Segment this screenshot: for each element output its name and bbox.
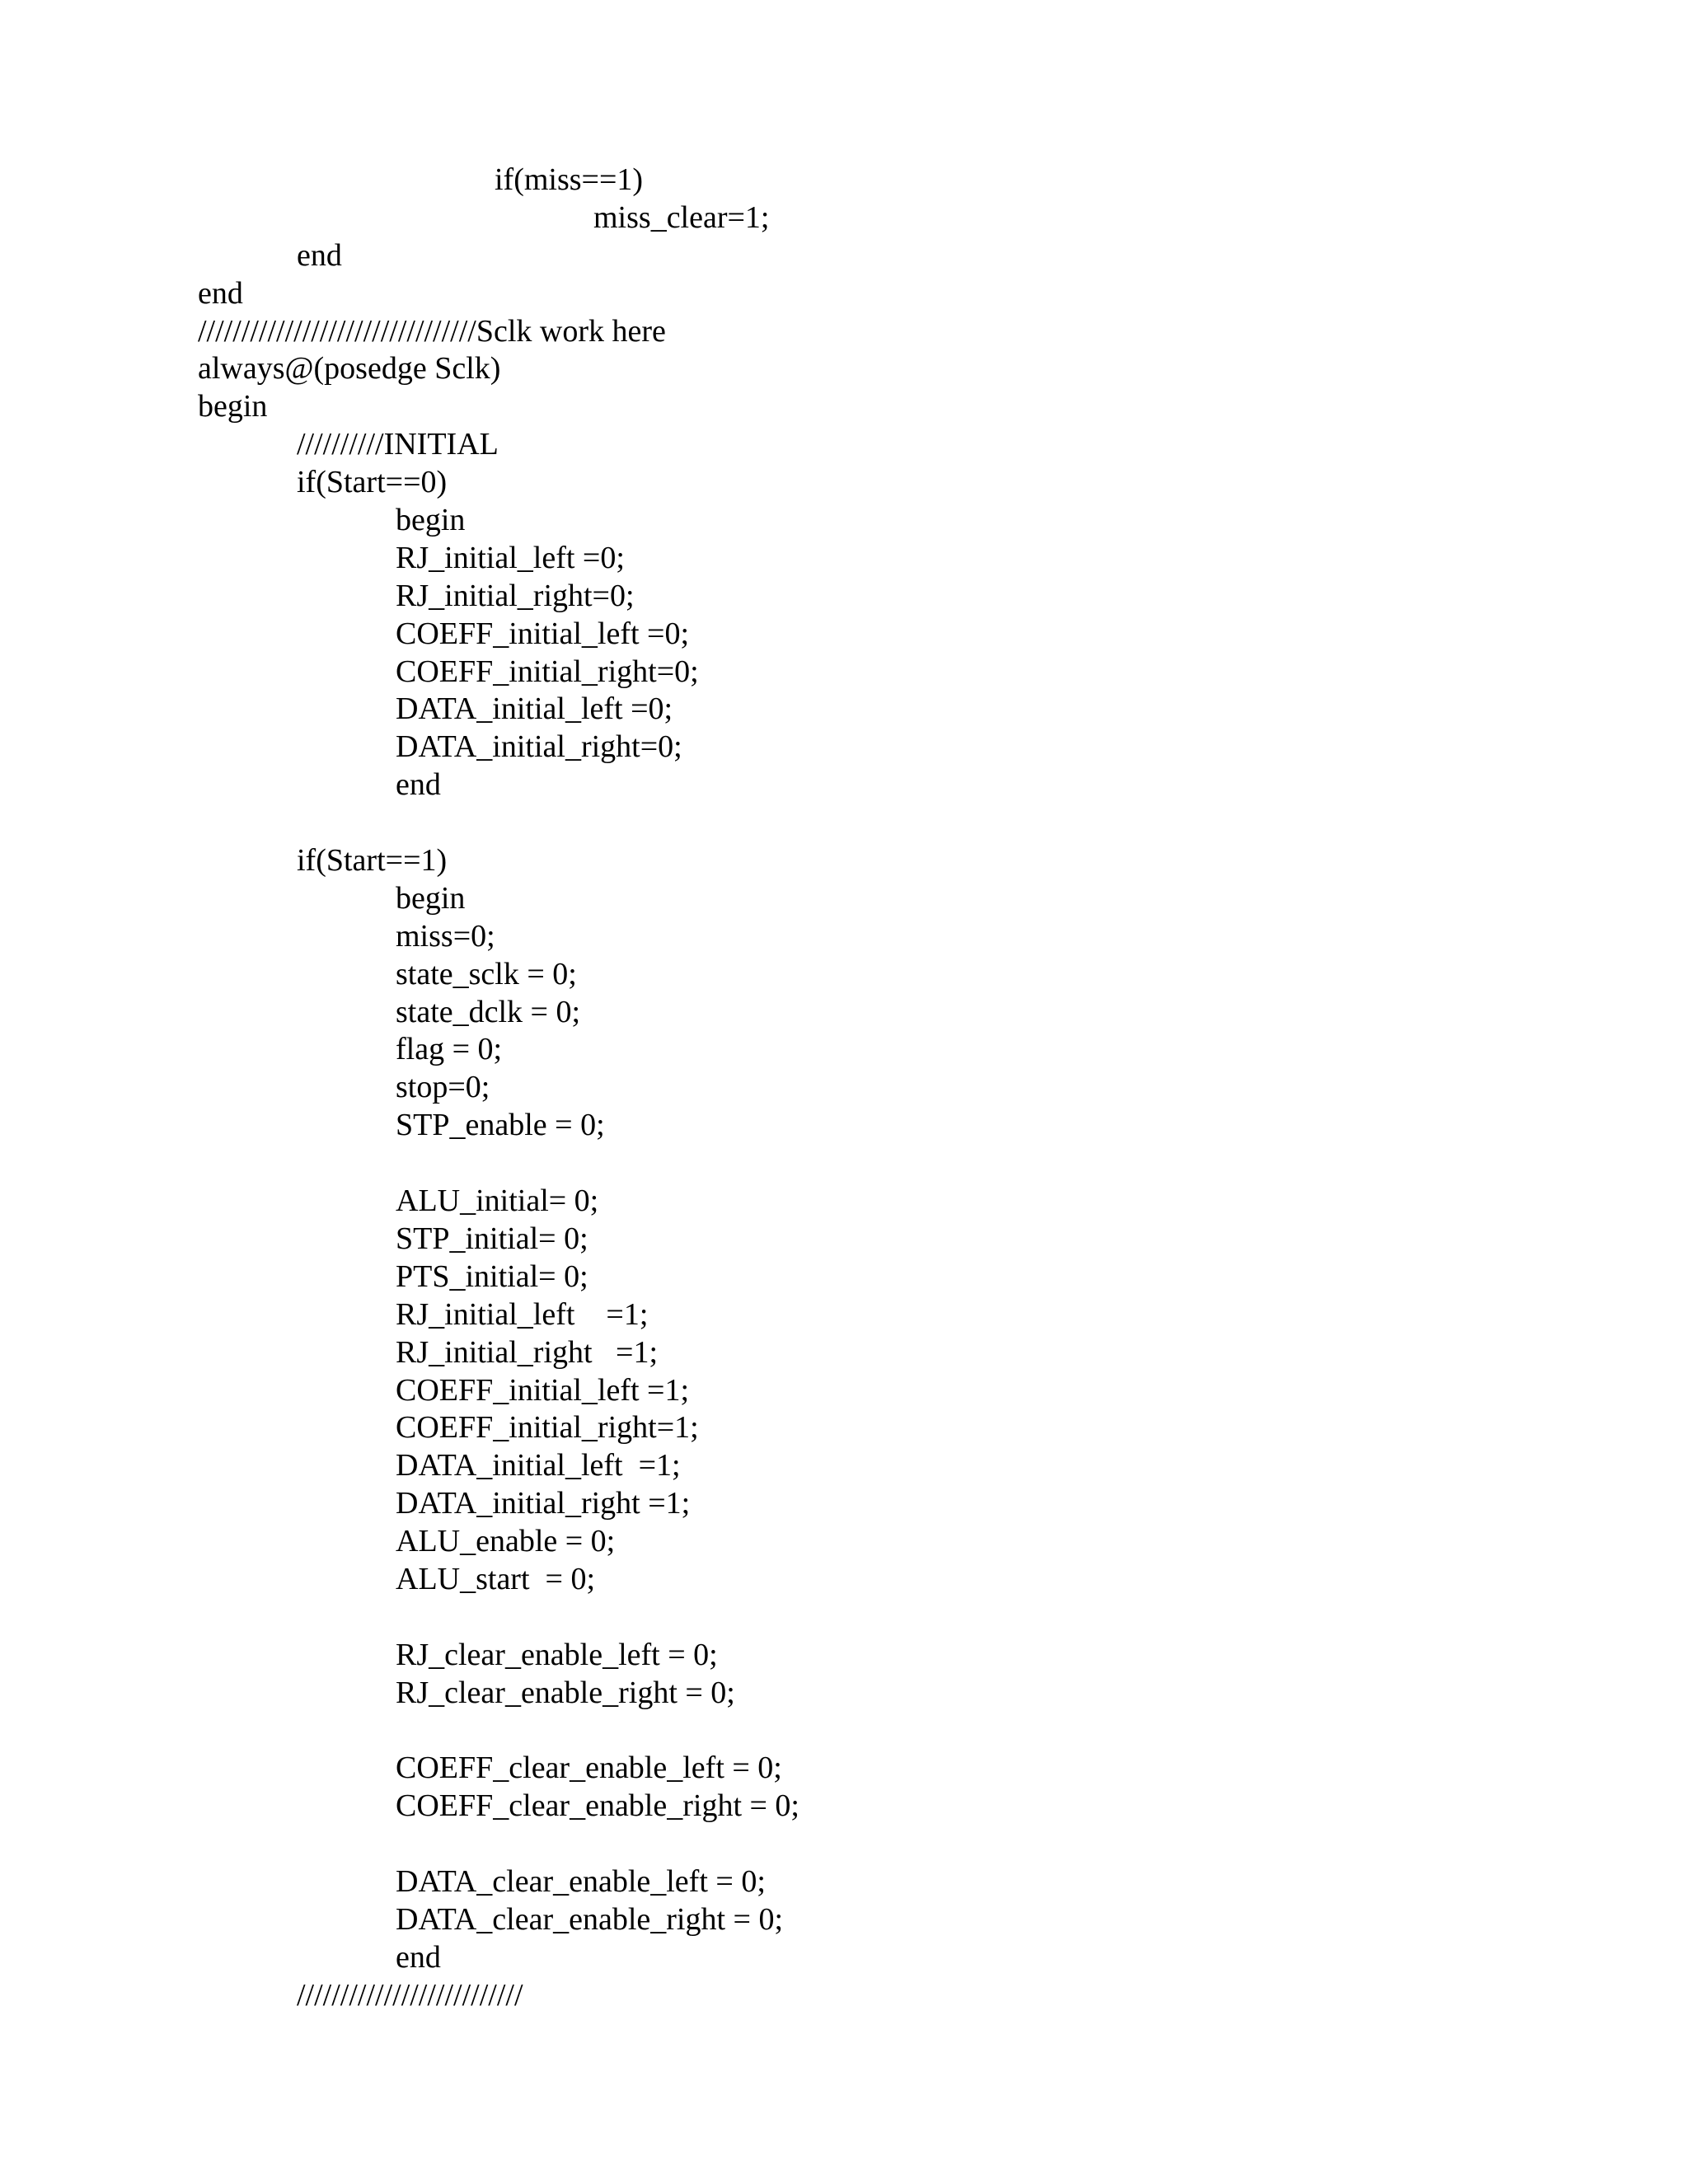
code-line <box>0 313 1688 351</box>
code-line <box>0 1334 1688 1372</box>
code-line-text: always@(posedge Sclk) <box>198 351 501 387</box>
code-line-text: DATA_initial_left =0; <box>396 691 673 727</box>
code-line-text: ALU_start = 0; <box>396 1561 596 1596</box>
blank-line <box>0 804 1688 842</box>
code-line-text: RJ_clear_enable_right = 0; <box>396 1675 735 1710</box>
code-line <box>0 1221 1688 1258</box>
code-line-text: end <box>396 1939 441 1975</box>
code-line <box>0 1372 1688 1410</box>
code-line-text: ALU_initial= 0; <box>396 1183 599 1219</box>
code-line <box>0 502 1688 540</box>
code-line-text: ////////////////////////////////Sclk work here <box>198 313 666 349</box>
code-line-text: COEFF_initial_right=0; <box>396 654 699 689</box>
code-line-text: DATA_clear_enable_left = 0; <box>396 1864 766 1900</box>
code-line <box>0 1031 1688 1069</box>
code-line-text: PTS_initial= 0; <box>396 1258 588 1294</box>
code-line <box>0 464 1688 502</box>
code-line <box>0 956 1688 994</box>
code-line-text: DATA_initial_right=0; <box>396 729 682 765</box>
code-line-text: RJ_initial_right=0; <box>396 578 635 613</box>
code-line <box>0 1183 1688 1221</box>
code-line-text: RJ_initial_right =1; <box>396 1334 659 1370</box>
code-line <box>0 766 1688 804</box>
code-line-text: stop=0; <box>396 1070 490 1105</box>
code-line-text: RJ_clear_enable_left = 0; <box>396 1637 718 1672</box>
code-line-text: STP_enable = 0; <box>396 1108 605 1143</box>
code-line <box>0 1258 1688 1296</box>
code-line <box>0 540 1688 578</box>
code-line <box>0 426 1688 464</box>
code-line <box>0 1901 1688 1939</box>
blank-line <box>0 1825 1688 1863</box>
code-line-text: STP_initial= 0; <box>396 1221 588 1256</box>
code-line <box>0 1750 1688 1788</box>
code-line <box>0 275 1688 313</box>
code-line <box>0 729 1688 766</box>
code-line <box>0 1977 1688 2015</box>
code-line <box>0 350 1688 388</box>
code-line <box>0 1788 1688 1825</box>
code-line <box>0 1863 1688 1901</box>
code-line <box>0 1523 1688 1561</box>
code-line-text: COEFF_clear_enable_left = 0; <box>396 1750 782 1786</box>
code-line-text: flag = 0; <box>396 1032 503 1067</box>
code-line-text: begin <box>396 880 466 916</box>
code-line <box>0 199 1688 237</box>
code-line-text: if(Start==1) <box>297 843 448 879</box>
code-line-text: begin <box>396 503 466 538</box>
code-line <box>0 388 1688 426</box>
code-line-text: DATA_clear_enable_right = 0; <box>396 1901 784 1937</box>
code-line-text: state_dclk = 0; <box>396 994 581 1029</box>
code-line-text: ALU_enable = 0; <box>396 1524 616 1559</box>
code-line <box>0 237 1688 275</box>
code-line <box>0 1296 1688 1334</box>
code-line-text: miss_clear=1; <box>593 199 770 235</box>
code-line <box>0 162 1688 199</box>
code-line <box>0 1485 1688 1523</box>
code-listing <box>0 162 1688 2015</box>
code-line <box>0 654 1688 691</box>
code-line-text: end <box>297 237 342 273</box>
code-line <box>0 1069 1688 1107</box>
code-line <box>0 691 1688 729</box>
code-line <box>0 616 1688 654</box>
code-line-text: //////////INITIAL <box>297 427 499 462</box>
code-line-text: COEFF_initial_right=1; <box>396 1410 699 1446</box>
code-line-text: COEFF_initial_left =0; <box>396 616 690 651</box>
code-line <box>0 1675 1688 1713</box>
code-line-text: end <box>396 767 441 803</box>
code-line-text: miss=0; <box>396 918 495 954</box>
code-line <box>0 1939 1688 1977</box>
code-line-text: COEFF_initial_left =1; <box>396 1372 690 1408</box>
code-line-text: RJ_initial_left =1; <box>396 1296 649 1332</box>
code-line-text: if(Start==0) <box>297 465 448 500</box>
code-line <box>0 918 1688 956</box>
code-line-text: if(miss==1) <box>495 162 644 197</box>
code-line-text: COEFF_clear_enable_right = 0; <box>396 1788 799 1824</box>
blank-line <box>0 1713 1688 1750</box>
code-line-text: RJ_initial_left =0; <box>396 540 625 575</box>
code-line-text: end <box>198 275 243 311</box>
code-line-text: begin <box>198 389 268 424</box>
code-line <box>0 880 1688 918</box>
code-line-text: state_sclk = 0; <box>396 956 577 991</box>
code-line <box>0 1447 1688 1485</box>
code-line-text: ////////////////////////// <box>297 1977 523 2013</box>
blank-line <box>0 1145 1688 1183</box>
code-line <box>0 842 1688 880</box>
blank-line <box>0 1599 1688 1637</box>
code-line-text: DATA_initial_left =1; <box>396 1448 681 1483</box>
code-line <box>0 1409 1688 1447</box>
code-line <box>0 1637 1688 1675</box>
code-line <box>0 1107 1688 1145</box>
code-line <box>0 578 1688 616</box>
code-line <box>0 994 1688 1032</box>
code-line-text: DATA_initial_right =1; <box>396 1486 691 1521</box>
code-line <box>0 1561 1688 1599</box>
